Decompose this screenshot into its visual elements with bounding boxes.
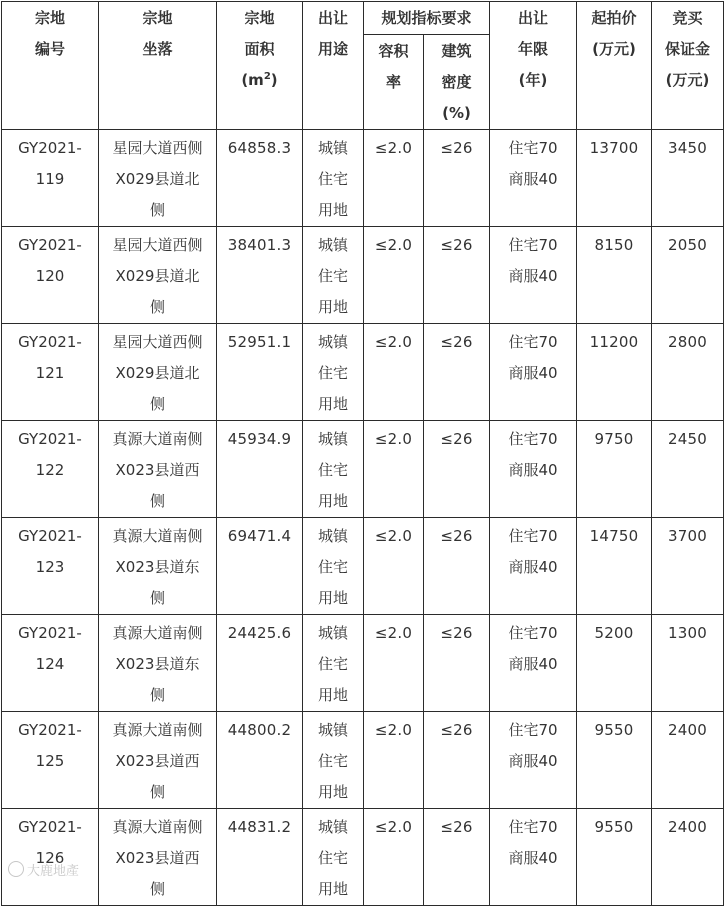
table-row (2, 130, 724, 227)
cell-start-price: 9550 (577, 809, 652, 906)
cell-term: 住宅70 商服40 (490, 130, 577, 227)
table-row (2, 227, 724, 324)
cell-parcel-no: GY2021- 120 (2, 227, 99, 324)
cell-deposit: 2050 (652, 227, 724, 324)
cell-location: 星园大道西侧 X029县道北 侧 (99, 324, 217, 421)
cell-location: 星园大道西侧 X029县道北 侧 (99, 130, 217, 227)
header-location: 宗地 坐落 (99, 2, 217, 130)
cell-start-price: 9550 (577, 712, 652, 809)
cell-term: 住宅70 商服40 (490, 615, 577, 712)
table-row (2, 712, 724, 809)
cell-location: 真源大道南侧 X023县道西 侧 (99, 712, 217, 809)
cell-density: ≤26 (424, 809, 490, 906)
cell-deposit: 1300 (652, 615, 724, 712)
cell-use: 城镇 住宅 用地 (303, 130, 364, 227)
cell-start-price: 11200 (577, 324, 652, 421)
cell-density: ≤26 (424, 712, 490, 809)
cell-term: 住宅70 商服40 (490, 712, 577, 809)
land-auction-table (1, 1, 724, 906)
cell-far: ≤2.0 (364, 712, 424, 809)
cell-density: ≤26 (424, 518, 490, 615)
cell-start-price: 9750 (577, 421, 652, 518)
cell-area: 44800.2 (217, 712, 303, 809)
cell-density: ≤26 (424, 615, 490, 712)
cell-area: 24425.6 (217, 615, 303, 712)
cell-deposit: 3450 (652, 130, 724, 227)
cell-use: 城镇 住宅 用地 (303, 421, 364, 518)
cell-use: 城镇 住宅 用地 (303, 809, 364, 906)
cell-start-price: 13700 (577, 130, 652, 227)
cell-far: ≤2.0 (364, 324, 424, 421)
cell-term: 住宅70 商服40 (490, 227, 577, 324)
watermark-logo-icon (8, 861, 24, 877)
cell-area: 52951.1 (217, 324, 303, 421)
cell-parcel-no: GY2021- 126 (2, 809, 99, 906)
table-row (2, 615, 724, 712)
cell-area: 44831.2 (217, 809, 303, 906)
cell-far: ≤2.0 (364, 130, 424, 227)
table-body (2, 130, 724, 906)
cell-area: 69471.4 (217, 518, 303, 615)
cell-density: ≤26 (424, 130, 490, 227)
cell-term: 住宅70 商服40 (490, 809, 577, 906)
header-use: 出让 用途 (303, 2, 364, 130)
table-row (2, 518, 724, 615)
header-far: 容积 率 (364, 35, 424, 130)
cell-deposit: 2800 (652, 324, 724, 421)
header-density: 建筑 密度 (%) (424, 35, 490, 130)
cell-parcel-no: GY2021- 124 (2, 615, 99, 712)
cell-location: 真源大道南侧 X023县道西 侧 (99, 421, 217, 518)
cell-far: ≤2.0 (364, 615, 424, 712)
cell-parcel-no: GY2021- 122 (2, 421, 99, 518)
cell-parcel-no: GY2021- 121 (2, 324, 99, 421)
cell-far: ≤2.0 (364, 227, 424, 324)
cell-area: 64858.3 (217, 130, 303, 227)
table-row (2, 421, 724, 518)
cell-start-price: 5200 (577, 615, 652, 712)
cell-start-price: 14750 (577, 518, 652, 615)
watermark: 大鹿地產 (8, 860, 79, 879)
cell-area: 45934.9 (217, 421, 303, 518)
cell-location: 星园大道西侧 X029县道北 侧 (99, 227, 217, 324)
cell-density: ≤26 (424, 421, 490, 518)
cell-parcel-no: GY2021- 125 (2, 712, 99, 809)
table-row (2, 809, 724, 906)
cell-location: 真源大道南侧 X023县道东 侧 (99, 615, 217, 712)
cell-location: 真源大道南侧 X023县道西 侧 (99, 809, 217, 906)
cell-term: 住宅70 商服40 (490, 518, 577, 615)
cell-parcel-no: GY2021- 123 (2, 518, 99, 615)
cell-use: 城镇 住宅 用地 (303, 518, 364, 615)
cell-term: 住宅70 商服40 (490, 324, 577, 421)
cell-far: ≤2.0 (364, 518, 424, 615)
table-header (2, 2, 724, 130)
cell-far: ≤2.0 (364, 421, 424, 518)
cell-use: 城镇 住宅 用地 (303, 712, 364, 809)
header-area: 宗地 面积 $(m^2)$ (217, 2, 303, 130)
header-term: 出让 年限 (年) (490, 2, 577, 130)
table-row (2, 324, 724, 421)
cell-density: ≤26 (424, 227, 490, 324)
header-plan-group: 规划指标要求 (364, 2, 490, 35)
cell-use: 城镇 住宅 用地 (303, 324, 364, 421)
header-deposit: 竞买 保证金 (万元) (652, 2, 724, 130)
cell-term: 住宅70 商服40 (490, 421, 577, 518)
cell-deposit: 3700 (652, 518, 724, 615)
cell-far: ≤2.0 (364, 809, 424, 906)
cell-location: 真源大道南侧 X023县道东 侧 (99, 518, 217, 615)
cell-use: 城镇 住宅 用地 (303, 227, 364, 324)
cell-deposit: 2400 (652, 712, 724, 809)
cell-deposit: 2450 (652, 421, 724, 518)
cell-area: 38401.3 (217, 227, 303, 324)
cell-start-price: 8150 (577, 227, 652, 324)
cell-deposit: 2400 (652, 809, 724, 906)
header-area-unit: $(m^2)$ (241, 71, 278, 89)
cell-use: 城镇 住宅 用地 (303, 615, 364, 712)
cell-parcel-no: GY2021- 119 (2, 130, 99, 227)
header-start-price: 起拍价 (万元) (577, 2, 652, 130)
header-parcel-no: 宗地 编号 (2, 2, 99, 130)
cell-density: ≤26 (424, 324, 490, 421)
